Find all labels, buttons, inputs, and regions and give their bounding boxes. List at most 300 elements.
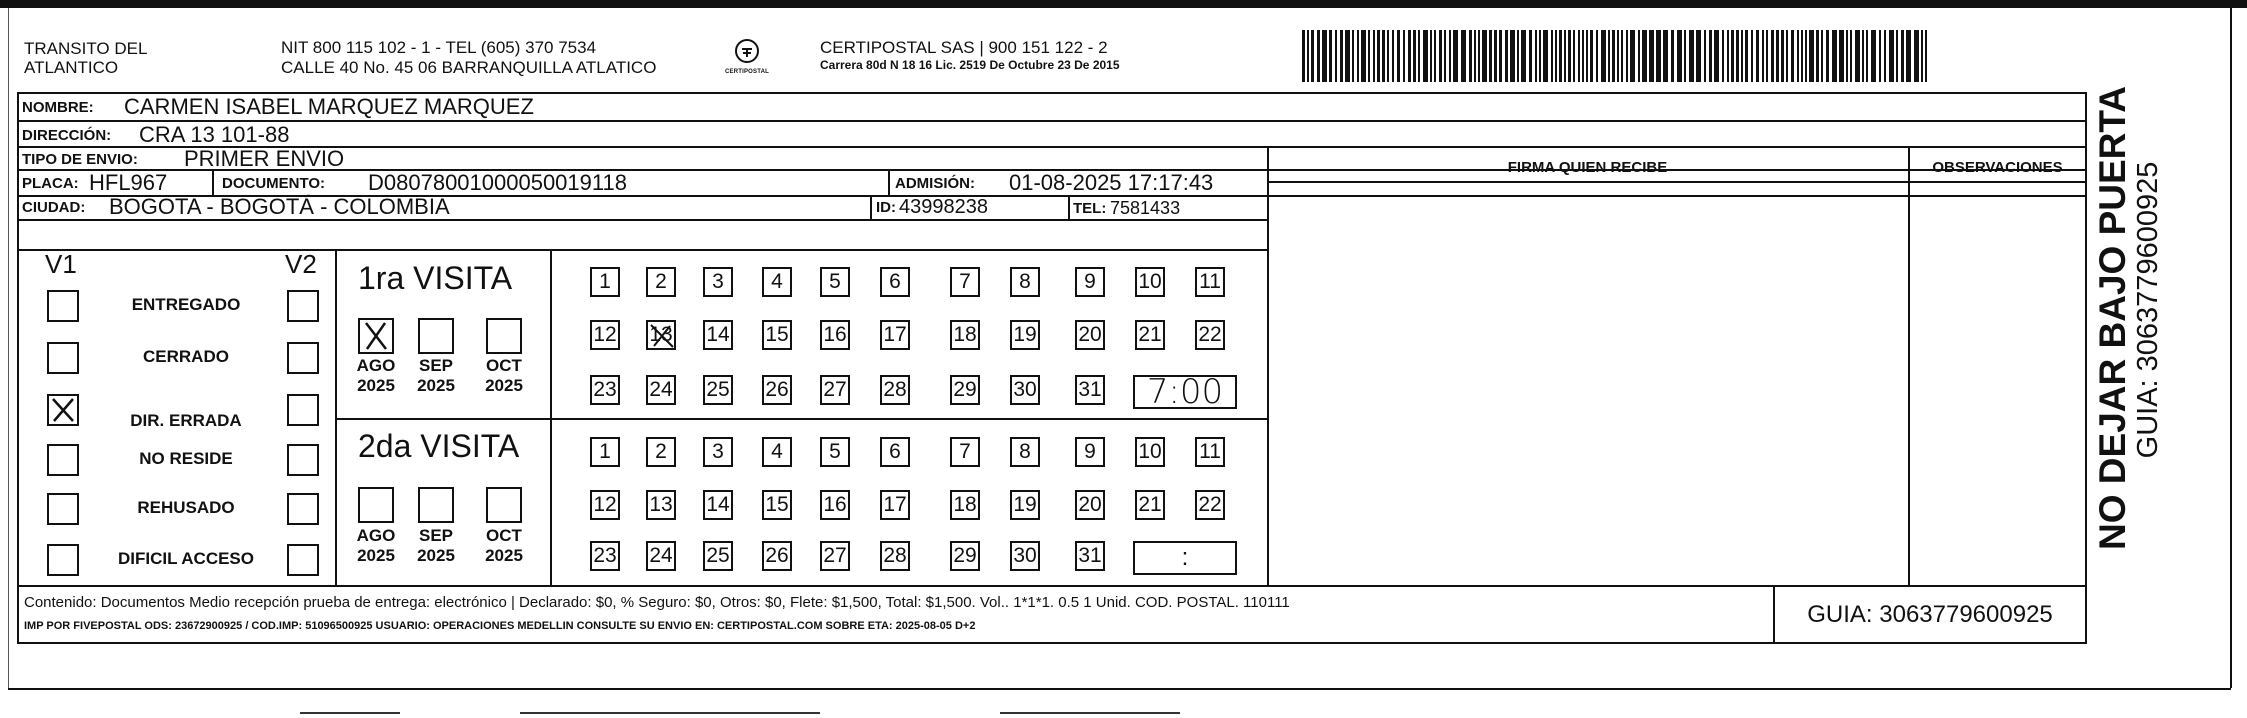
day-number: 20 (1078, 323, 1102, 346)
day-box[interactable] (1010, 375, 1040, 405)
day-box[interactable] (762, 267, 792, 297)
barcode-bar (1801, 30, 1803, 82)
day-box[interactable] (950, 267, 980, 297)
v2-checkbox[interactable] (287, 394, 319, 426)
barcode-bar (1382, 30, 1385, 82)
day-number: 29 (953, 544, 977, 567)
observaciones-field[interactable] (1910, 183, 2085, 583)
barcode-bar (1809, 30, 1814, 82)
day-box[interactable] (820, 437, 850, 467)
barcode-bar (1413, 30, 1416, 82)
barcode-bar (1925, 30, 1927, 82)
courier-line2: Carrera 80d N 18 16 Lic. 2519 De Octubre 23 De 2015 (820, 58, 1120, 73)
admision-label: ADMISIÓN: (895, 175, 975, 192)
barcode-bar (1387, 30, 1389, 82)
barcode-bar (1529, 30, 1532, 82)
day-box[interactable] (820, 375, 850, 405)
barcode-bar (1621, 30, 1623, 82)
month-name: AGO (356, 356, 396, 375)
day-box[interactable] (762, 437, 792, 467)
scan-mark-3 (1000, 712, 1180, 714)
time-field[interactable] (1133, 541, 1237, 575)
v1-label: V1 (45, 249, 77, 279)
month-checkbox[interactable] (486, 487, 522, 523)
day-box[interactable] (646, 437, 676, 467)
outer-edge-right (2230, 8, 2232, 688)
barcode-bar (1601, 30, 1606, 82)
day-box[interactable] (1010, 541, 1040, 571)
barcode-bar (1335, 30, 1337, 82)
v1-checkbox[interactable] (47, 342, 79, 374)
status-divider (335, 249, 337, 585)
barcode-bar (1741, 30, 1743, 82)
day-number: 4 (771, 440, 783, 463)
barcode-bar (1696, 30, 1701, 82)
day-box[interactable] (762, 541, 792, 571)
day-number: 27 (823, 544, 847, 567)
day-box[interactable] (646, 541, 676, 571)
day-number: 2 (655, 440, 667, 463)
day-box[interactable] (1075, 267, 1105, 297)
barcode-bar (1649, 30, 1654, 82)
month-checkbox[interactable] (418, 318, 454, 354)
barcode-bar (1731, 30, 1734, 82)
status-label: DIFICIL ACCESO (117, 549, 254, 568)
barcode-bar (1340, 30, 1343, 82)
day-box[interactable] (880, 267, 910, 297)
barcode-bar (1871, 30, 1876, 82)
second-visit-label: 2da VISITA (358, 428, 520, 464)
status-label: NO RESIDE (139, 449, 233, 468)
barcode-bar (1832, 30, 1837, 82)
day-box[interactable] (1075, 541, 1105, 571)
barcode-bar (1361, 30, 1366, 82)
day-box[interactable] (820, 490, 850, 520)
day-box[interactable] (646, 490, 676, 520)
month-checkbox[interactable] (358, 487, 394, 523)
month-year: 2025 (417, 545, 455, 565)
day-box[interactable] (1075, 437, 1105, 467)
day-number: 1 (599, 440, 611, 463)
barcode-bar (1901, 30, 1904, 82)
day-box[interactable] (820, 541, 850, 571)
nombre-value: CARMEN ISABEL MARQUEZ MARQUEZ (124, 94, 534, 119)
contenido-text: Contenido: Documentos Medio recepción prueba de entrega: electrónico | Declarado: $0, % Seguro: $0, Otros: $0, Flete: $1,500, Total: $1,500. Vol.. 1*1*1. 0.5 1 Unid. COD. POSTAL. 110111 (24, 594, 1290, 611)
courier-block (820, 38, 1120, 73)
month-name: SEP (418, 356, 454, 375)
logo-text: CERTIPOSTAL (724, 69, 770, 75)
v2-checkbox[interactable] (287, 544, 319, 576)
direccion-value: CRA 13 101-88 (139, 122, 290, 147)
barcode-bar (1418, 30, 1420, 82)
day-box[interactable] (1135, 437, 1165, 467)
barcode-bar (1555, 30, 1557, 82)
day-box[interactable] (590, 375, 620, 405)
month-year: 2025 (357, 545, 395, 565)
day-box[interactable] (1075, 320, 1105, 350)
side-notice: NO DEJAR BAJO PUERTA (2092, 86, 2133, 550)
barcode-bar (1582, 30, 1584, 82)
day-box[interactable] (950, 437, 980, 467)
barcode-bar (1423, 30, 1428, 82)
firma-field[interactable] (1269, 183, 1906, 583)
day-box[interactable] (1010, 437, 1040, 467)
barcode-bar (1322, 30, 1327, 82)
barcode-bar (1392, 30, 1394, 82)
day-number: 16 (823, 323, 847, 346)
status-label: REHUSADO (137, 498, 235, 517)
documento-value: D08078001000050019118 (368, 170, 627, 195)
day-number: 15 (765, 323, 789, 346)
barcode-bar (1771, 30, 1774, 82)
day-number: 8 (1019, 270, 1031, 293)
day-box[interactable] (590, 541, 620, 571)
month-checkbox[interactable] (418, 487, 454, 523)
day-number: 25 (706, 544, 730, 567)
barcode-bar (1879, 30, 1881, 82)
barcode-bar (1862, 30, 1864, 82)
barcode-bar (1608, 30, 1610, 82)
day-number: 10 (1138, 440, 1162, 463)
barcode-bar (1478, 30, 1480, 82)
day-box[interactable] (880, 437, 910, 467)
documento-label: DOCUMENTO: (222, 175, 326, 192)
day-box[interactable] (950, 320, 980, 350)
day-box[interactable] (1195, 490, 1225, 520)
barcode-bar (1345, 30, 1350, 82)
day-number: 14 (706, 493, 730, 516)
barcode-bar (1826, 30, 1829, 82)
tel-divider (1068, 195, 1070, 219)
barcode-bar (1671, 30, 1674, 82)
day-number: 26 (765, 544, 789, 567)
day-number: 19 (1013, 323, 1037, 346)
day-number: 24 (649, 544, 673, 567)
day-box[interactable] (590, 490, 620, 520)
v1-checkbox[interactable] (47, 290, 79, 322)
barcode-bar (1408, 30, 1411, 82)
barcode-bar (1521, 30, 1526, 82)
day-box[interactable] (950, 541, 980, 571)
barcode-bar (1573, 30, 1575, 82)
ciudad-label: CIUDAD: (22, 199, 86, 216)
day-number: 13 (649, 493, 673, 516)
barcode-bar (1505, 30, 1508, 82)
visit-divider (550, 249, 552, 585)
barcode-bar (1677, 30, 1682, 82)
direccion-label: DIRECCIÓN: (22, 127, 112, 144)
v1-checkbox[interactable] (47, 444, 79, 476)
day-box[interactable] (703, 320, 733, 350)
time-value: : (1181, 544, 1189, 571)
day-box[interactable] (1135, 267, 1165, 297)
placa-divider (212, 169, 214, 195)
barcode-bar (1368, 30, 1370, 82)
month-name: OCT (486, 356, 522, 375)
day-box[interactable] (646, 267, 676, 297)
day-number: 22 (1198, 323, 1222, 346)
nit-block (281, 38, 656, 77)
visits-separator (335, 418, 1267, 420)
barcode-bar (1434, 30, 1436, 82)
placa-label: PLACA: (22, 175, 79, 192)
day-number: 29 (953, 378, 977, 401)
month-name: AGO (356, 526, 396, 545)
side-guia: GUIA: 3063779600925 (2132, 161, 2164, 459)
day-box[interactable] (590, 320, 620, 350)
v2-label: V2 (285, 249, 317, 279)
barcode-bar (1564, 30, 1566, 82)
barcode-bar (1906, 30, 1911, 82)
day-box[interactable] (703, 375, 733, 405)
barcode-bar (1357, 30, 1359, 82)
v1-checkbox[interactable] (47, 394, 79, 426)
status-label: CERRADO (143, 347, 229, 366)
v2-checkbox[interactable] (287, 342, 319, 374)
barcode-bar (1914, 30, 1919, 82)
day-number: 7 (959, 440, 971, 463)
barcode-bar (1714, 30, 1719, 82)
day-number: 27 (823, 378, 847, 401)
month-label (479, 526, 529, 565)
footer-line (17, 585, 2087, 587)
day-box[interactable] (703, 437, 733, 467)
barcode-bar (1839, 30, 1844, 82)
day-number: 8 (1019, 440, 1031, 463)
day-number: 1 (599, 270, 611, 293)
day-number: 13 (649, 323, 673, 346)
barcode-bar (1444, 30, 1446, 82)
day-box[interactable] (762, 375, 792, 405)
day-box[interactable] (590, 437, 620, 467)
org-name (24, 40, 147, 77)
outer-edge-left (8, 8, 9, 688)
barcode-bar (1453, 30, 1458, 82)
barcode-bar (1307, 30, 1309, 82)
day-box[interactable] (1195, 437, 1225, 467)
day-number: 7 (959, 270, 971, 293)
imp-text: IMP POR FIVEPOSTAL ODS: 23672900925 / COD.IMP: 51096500925 USUARIO: OPERACIONES MEDELLIN CONSULTE SU ENVIO EN: CERTIPOSTAL.COM SOBRE ETA: 2025-08-05 D+2 (24, 620, 976, 632)
admision-value: 01-08-2025 17:17:43 (1009, 170, 1214, 195)
day-box[interactable] (646, 320, 676, 350)
day-number: 21 (1138, 323, 1162, 346)
org-line1: TRANSITO DEL (24, 39, 148, 58)
day-box[interactable] (880, 541, 910, 571)
day-number: 21 (1138, 493, 1162, 516)
day-box[interactable] (820, 320, 850, 350)
barcode-bar (1816, 30, 1819, 82)
day-number: 3 (712, 440, 724, 463)
day-number: 4 (771, 270, 783, 293)
tipo-envio-label: TIPO DE ENVIO: (22, 151, 138, 168)
barcode-bar (1543, 30, 1548, 82)
barcode-bar (1776, 30, 1779, 82)
time-field[interactable] (1133, 372, 1237, 412)
day-box[interactable] (1135, 320, 1165, 350)
barcode-bar (1461, 30, 1466, 82)
v2-checkbox[interactable] (287, 290, 319, 322)
day-number: 22 (1198, 493, 1222, 516)
barcode-bar (1889, 30, 1894, 82)
day-number: 6 (889, 270, 901, 293)
barcode-bar (1578, 30, 1580, 82)
org-line2: ATLANTICO (24, 57, 119, 77)
day-box[interactable] (590, 267, 620, 297)
barcode-bar (1397, 30, 1400, 82)
day-box[interactable] (1195, 267, 1225, 297)
day-box[interactable] (703, 267, 733, 297)
status-label: DIR. ERRADA (130, 411, 242, 430)
day-number: 9 (1084, 270, 1096, 293)
tel-value: 7581433 (1110, 198, 1181, 218)
day-box[interactable] (1135, 490, 1165, 520)
check-x-icon (648, 322, 676, 350)
day-number: 12 (593, 323, 617, 346)
day-box[interactable] (950, 375, 980, 405)
day-box[interactable] (1075, 490, 1105, 520)
day-number: 23 (593, 544, 617, 567)
logo-emblem-icon (734, 38, 760, 64)
v1-checkbox[interactable] (47, 493, 79, 525)
barcode-bar (1494, 30, 1497, 82)
day-box[interactable] (820, 267, 850, 297)
day-box[interactable] (1195, 320, 1225, 350)
day-box[interactable] (880, 375, 910, 405)
barcode-bar (1638, 30, 1640, 82)
time-value: 7:00 (1146, 372, 1224, 412)
barcode-bar (1896, 30, 1898, 82)
v2-checkbox[interactable] (287, 493, 319, 525)
scan-mark-1 (300, 712, 400, 714)
barcode-bar (1517, 30, 1519, 82)
first-visit-label: 1ra VISITA (358, 260, 513, 296)
check-x-icon (360, 320, 392, 352)
day-box[interactable] (1010, 267, 1040, 297)
day-box[interactable] (703, 541, 733, 571)
day-number: 15 (765, 493, 789, 516)
day-number: 19 (1013, 493, 1037, 516)
scan-mark-2 (520, 712, 820, 714)
day-number: 20 (1078, 493, 1102, 516)
month-label (479, 356, 529, 395)
barcode-bar (1535, 30, 1537, 82)
barcode-bar (1846, 30, 1848, 82)
day-box[interactable] (762, 490, 792, 520)
v1-checkbox[interactable] (47, 544, 79, 576)
barcode-bar (1642, 30, 1647, 82)
day-number: 23 (593, 378, 617, 401)
barcode-bar (1786, 30, 1788, 82)
id-divider (870, 195, 872, 219)
day-number: 17 (883, 493, 907, 516)
month-label (411, 526, 461, 565)
day-box[interactable] (1010, 490, 1040, 520)
nit-line2: CALLE 40 No. 45 06 BARRANQUILLA ATLATICO (281, 57, 657, 77)
nombre-label: NOMBRE: (22, 99, 94, 116)
barcode-bar (1568, 30, 1571, 82)
id-label: ID: (876, 199, 896, 216)
firma-label: FIRMA QUIEN RECIBE (1507, 159, 1668, 176)
barcode-bar (1756, 30, 1759, 82)
day-number: 5 (829, 270, 841, 293)
barcode-bar (1709, 30, 1712, 82)
barcode-bar (1656, 30, 1661, 82)
day-number: 3 (712, 270, 724, 293)
month-name: OCT (486, 526, 522, 545)
month-year: 2025 (485, 545, 523, 565)
day-box[interactable] (1010, 320, 1040, 350)
status-label: ENTREGADO (131, 295, 241, 314)
v2-checkbox[interactable] (287, 444, 319, 476)
barcode-bar (1745, 30, 1748, 82)
month-year: 2025 (485, 375, 523, 395)
barcode-bar (1586, 30, 1588, 82)
day-number: 14 (706, 323, 730, 346)
day-box[interactable] (880, 490, 910, 520)
barcode-bar (1704, 30, 1706, 82)
day-number: 17 (883, 323, 907, 346)
barcode-bar (1590, 30, 1593, 82)
barcode-bar (1762, 30, 1764, 82)
barcode-bar (1781, 30, 1784, 82)
barcode-bar (1850, 30, 1852, 82)
barcode-bar (1663, 30, 1668, 82)
barcode (1302, 30, 1932, 82)
barcode-bar (1311, 30, 1314, 82)
barcode-bar (1684, 30, 1686, 82)
barcode-bar (1736, 30, 1739, 82)
barcode-bar (1482, 30, 1487, 82)
barcode-bar (1866, 30, 1868, 82)
ciudad-value: BOGOTA - BOGOTÁ - COLOMBIA (109, 194, 450, 219)
month-label (411, 356, 461, 395)
top-border-strip (0, 0, 2247, 8)
day-number: 9 (1084, 440, 1096, 463)
check-x-icon (49, 396, 77, 424)
courier-line1: CERTIPOSTAL SAS | 900 151 122 - 2 (820, 38, 1108, 57)
day-box[interactable] (880, 320, 910, 350)
month-checkbox[interactable] (358, 318, 394, 354)
month-checkbox[interactable] (486, 318, 522, 354)
day-box[interactable] (762, 320, 792, 350)
day-number: 31 (1078, 544, 1102, 567)
day-number: 28 (883, 378, 907, 401)
day-number: 28 (883, 544, 907, 567)
row-line-5 (17, 219, 1267, 221)
day-box[interactable] (1075, 375, 1105, 405)
barcode-bar (1612, 30, 1615, 82)
day-box[interactable] (950, 490, 980, 520)
barcode-bar (1797, 30, 1799, 82)
barcode-bar (1630, 30, 1635, 82)
tipo-envio-value: PRIMER ENVIO (184, 146, 345, 171)
barcode-bar (1499, 30, 1502, 82)
barcode-bar (1596, 30, 1598, 82)
barcode-bar (1559, 30, 1562, 82)
barcode-bar (1469, 30, 1472, 82)
barcode-bar (1805, 30, 1807, 82)
id-value: 43998238 (899, 196, 988, 218)
barcode-bar (1352, 30, 1354, 82)
placa-value: HFL967 (89, 170, 168, 195)
barcode-bar (1329, 30, 1332, 82)
day-number: 12 (593, 493, 617, 516)
day-number: 11 (1199, 440, 1221, 463)
footer-guia: GUIA: 3063779600925 (1807, 601, 2053, 628)
day-box[interactable] (646, 375, 676, 405)
day-box[interactable] (703, 490, 733, 520)
day-number: 18 (953, 323, 977, 346)
